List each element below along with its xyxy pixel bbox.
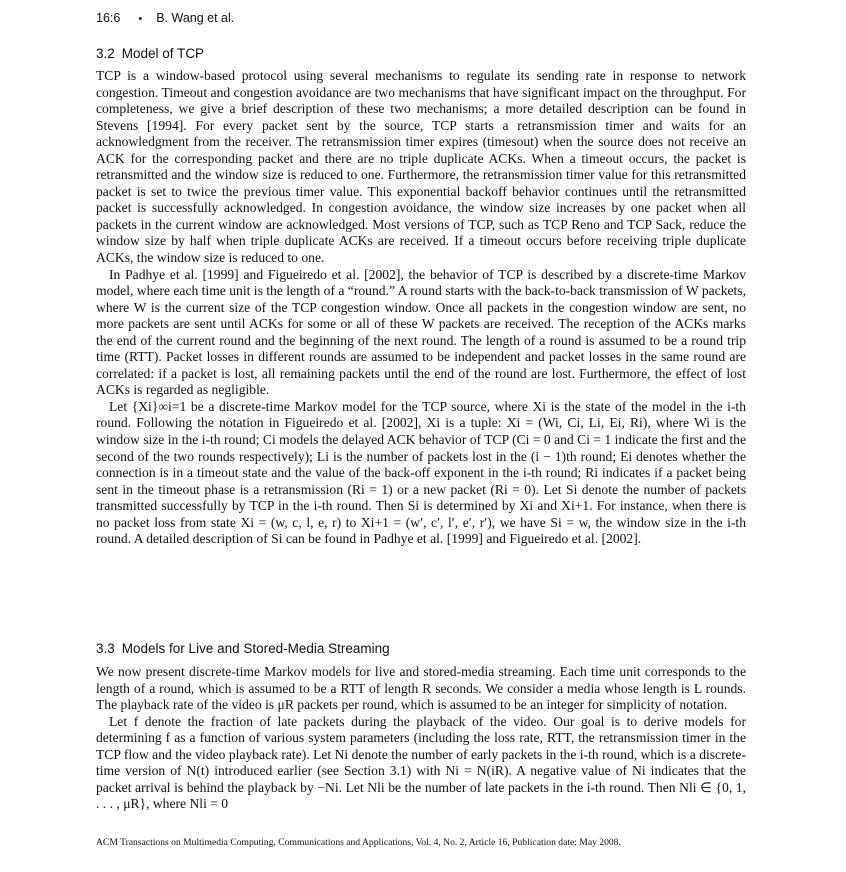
section-3-2-paragraph-1: TCP is a window-based protocol using several mechanisms to regulate its sending rate in response to network congestion. Timeout and congestion avoidance are two mechanisms that have significant impact on the throughput. For completeness, we give a brief description of these two mechanisms; a more detailed description can be found in Stevens [1994]. For every packet sent by the source, TCP starts a retransmission timer and waits for an acknowledgment from the receiver. The retransmission timer expires (timesout) when the source does not receive an ACK for the corresponding packet and there are no triple duplicate ACKs. When a timeout occurs, the packet is retransmitted and the window size is reduced to one. Furthermore, the retransmission timer value for this retransmitted packet is set to twice the previous timer value. This exponential backoff behavior continues until the retransmitted packet is successfully acknowledged. In congestion avoidance, the window size increases by one packet when all packets in the current window are acknowledged. Most versions of TCP, such as TCP Reno and TCP Sack, reduce the window size by half when triple duplicate ACKs are received. If a timeout occurs before receiving triple duplicate ACKs, the window size is reduced to one. xyxy=(96,68,746,266)
journal-footer: ACM Transactions on Multimedia Computing, Communications and Applications, Vol. 4, No. 2, Article 16, Publication date: May 2008. xyxy=(96,837,621,848)
section-3-3-body xyxy=(96,664,746,813)
section-3-3-paragraph-1: We now present discrete-time Markov models for live and stored-media streaming. Each time unit corresponds to the length of a round, which is assumed to be a RTT of length R seconds. We consider a media whose length is L rounds. The playback rate of the video is μR packets per round, which is assumed to be an integer for simplicity of notation. xyxy=(96,664,746,713)
header-separator: • xyxy=(138,13,143,25)
section-3-3-number: 3.3 xyxy=(96,641,115,656)
section-3-2-title: Model of TCP xyxy=(121,46,205,61)
section-3-2-body xyxy=(96,68,746,548)
section-3-2-number: 3.2 xyxy=(96,46,115,61)
section-3-2-heading xyxy=(96,46,204,61)
section-3-2-paragraph-2: In Padhye et al. [1999] and Figueiredo et al. [2002], the behavior of TCP is described by a discrete-time Markov model, where each time unit is the length of a “round.” A round starts with the back-to-back transmission of W packets, where W is the current size of the TCP congestion window. Once all packets in the congestion window are sent, no more packets are sent until ACKs for some or all of these W packets are received. The reception of the ACKs marks the end of the current round and the beginning of the next round. The length of a round is assumed to be a round trip time (RTT). Packet losses in different rounds are assumed to be independent and packet losses in the same round are correlated: if a packet is lost, all remaining packets until the end of the round are lost. Furthermore, the effect of lost ACKs is regarded as negligible. xyxy=(96,266,746,398)
running-header xyxy=(96,11,234,25)
section-3-3-paragraph-2: Let f denote the fraction of late packets during the playback of the video. Our goal is to derive models for determining f as a function of various system parameters (including the loss rate, RTT, the retransmission timer in the TCP flow and the video playback rate). Let Ni denote the number of early packets in the i-th round, which is a discrete-time version of N(t) introduced earlier (see Section 3.1) with Ni = N(iR). A negative value of Ni indicates that the packet arrival is behind the playback by −Ni. Let Nli be the number of late packets in the i-th round. Then Nli ∈ {0, 1, . . . , μR}, where Nli = 0 xyxy=(96,713,746,812)
section-3-3-title: Models for Live and Stored-Media Streaming xyxy=(121,641,390,656)
header-authors: B. Wang et al. xyxy=(156,11,235,25)
page-number: 16:6 xyxy=(96,11,121,25)
section-3-2-paragraph-3: Let {Xi}∞i=1 be a discrete-time Markov model for the TCP source, where Xi is the state of the model in the i-th round. Following the notation in Figueiredo et al. [2002], Xi is a tuple: Xi = (Wi, Ci, Li, Ei, Ri), where Wi is the window size in the i-th round; Ci models the delayed ACK behavior of TCP (Ci = 0 and Ci = 1 indicate the first and the second of the two rounds respectively); Li is the number of packets lost in the (i − 1)th round; Ei denotes whether the connection is in a timeout state and the value of the back-off exponent in the i-th round; Ri indicates if a packet being sent in the timeout phase is a retransmission (Ri = 1) or a new packet (Ri = 0). Let Si denote the number of packets transmitted successfully by TCP in the i-th round. Then Si is determined by Xi and Xi+1. For instance, when there is no packet loss from state Xi = (w, c, l, e, r) to Xi+1 = (w′, c′, l′, e′, r′), we have Si = w, the window size in the i-th round. A detailed description of Si can be found in Padhye et al. [1999] and Figueiredo et al. [2002]. xyxy=(96,398,746,547)
section-3-3-heading xyxy=(96,641,390,656)
